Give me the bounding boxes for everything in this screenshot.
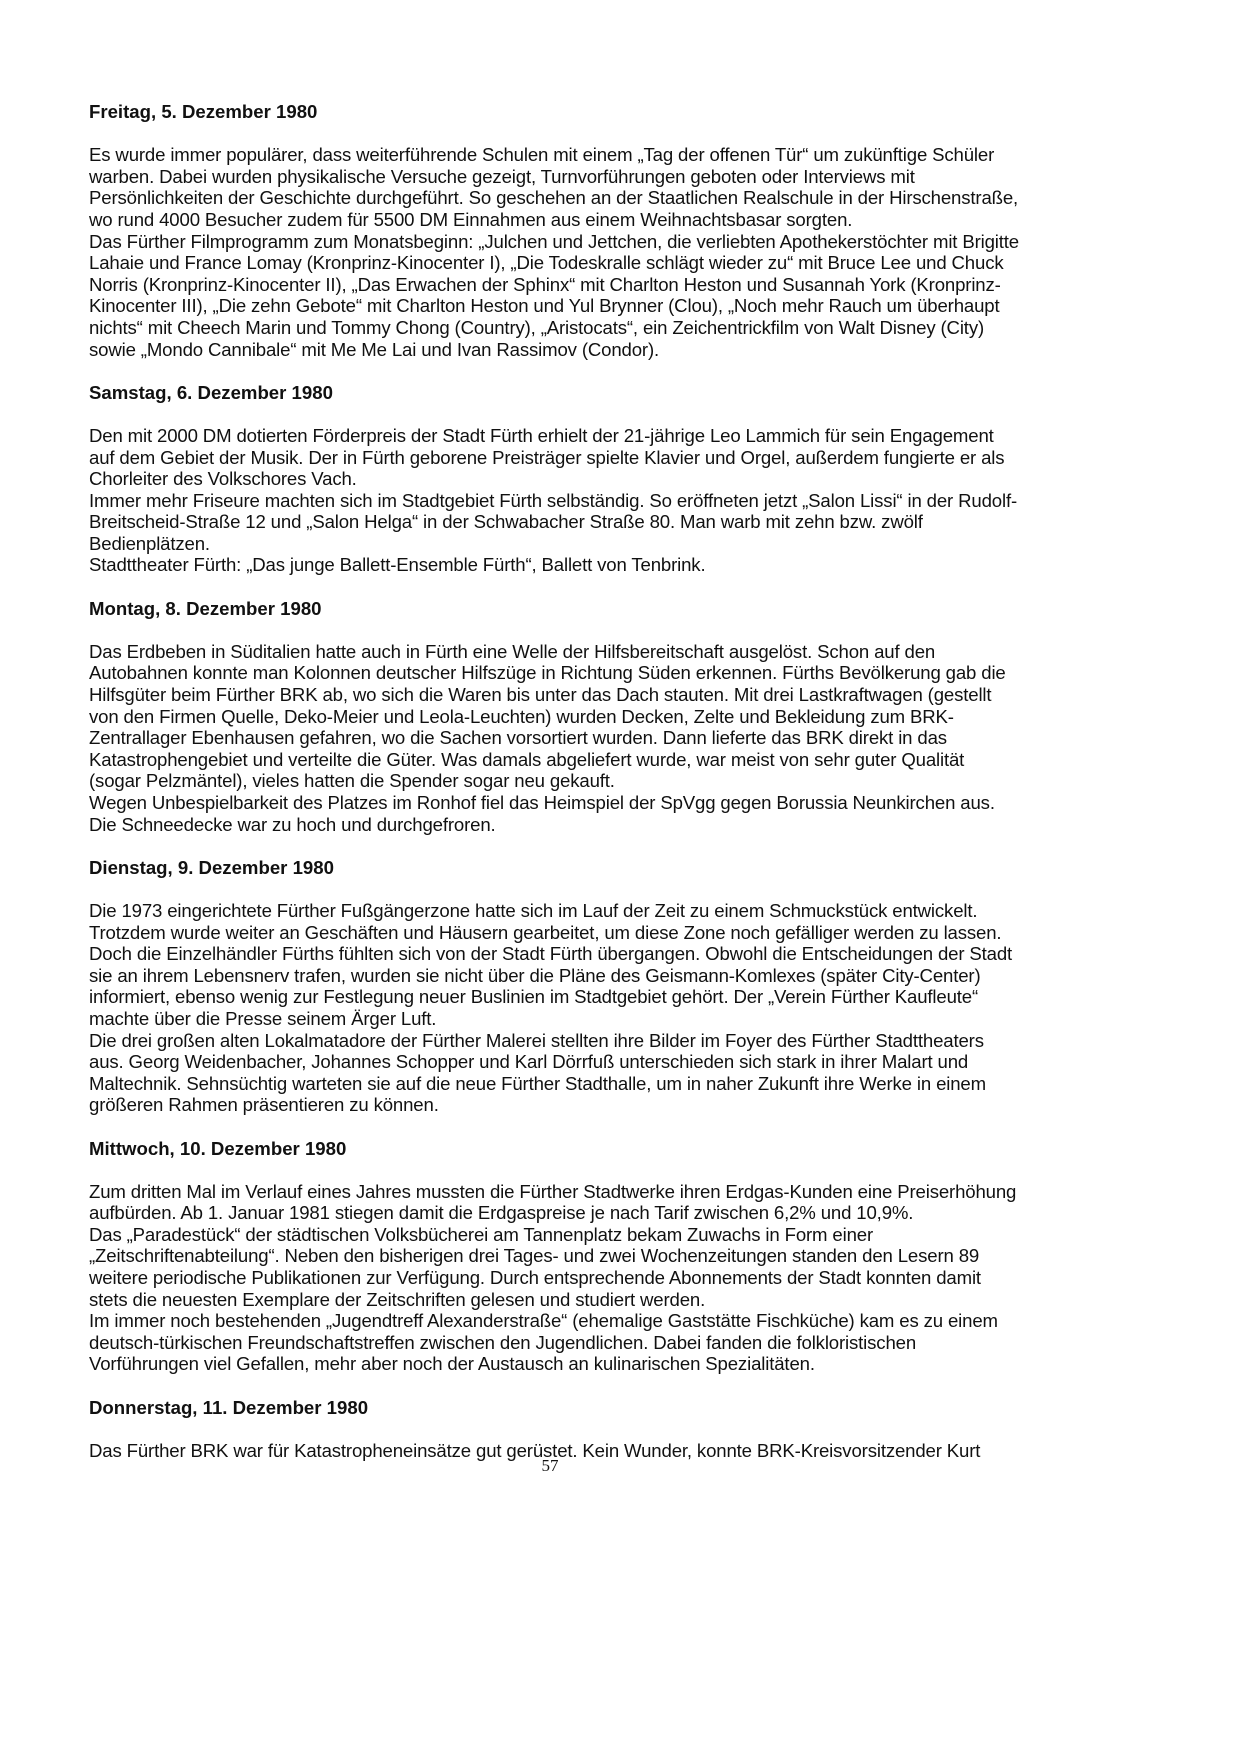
entry-text <box>89 1181 1169 1375</box>
text-line: Breitscheid-Straße 12 und „Salon Helga“ in der Schwabacher Straße 80. Man warb mit zehn bzw. zwölf <box>89 511 923 533</box>
text-line: Lahaie und France Lomay (Kronprinz-Kinocenter I), „Die Todeskralle schlägt wieder zu“ mit Bruce Lee und Chuck <box>89 252 1004 274</box>
text-line: Maltechnik. Sehnsüchtig warteten sie auf die neue Fürther Stadthalle, um in naher Zukunft ihre Werke in einem <box>89 1072 986 1094</box>
text-line: Norris (Kronprinz-Kinocenter II), „Das Erwachen der Sphinx“ mit Charlton Heston und Susannah York (Kronprinz- <box>89 273 1001 295</box>
text-line: warben. Dabei wurden physikalische Versuche gezeigt, Turnvorführungen geboten oder Interviews mit <box>89 165 915 187</box>
entry-text <box>89 900 1169 1116</box>
text-line: Stadttheater Fürth: „Das junge Ballett-Ensemble Fürth“, Ballett von Tenbrink. <box>89 554 706 576</box>
entry-text <box>89 144 1169 360</box>
text-line: Zum dritten Mal im Verlauf eines Jahres mussten die Fürther Stadtwerke ihren Erdgas-Kunden eine Preiserhöhung <box>89 1180 1017 1202</box>
diary-entry <box>89 382 1169 576</box>
text-line: Trotzdem wurde weiter an Geschäften und Häusern gearbeitet, um diese Zone noch gefälliger werden zu lassen. <box>89 921 1002 943</box>
entry-text <box>89 641 1169 835</box>
text-line: Kinocenter III), „Die zehn Gebote“ mit Charlton Heston und Yul Brynner (Clou), „Noch mehr Rauch um überhaupt <box>89 295 1000 317</box>
entry-text <box>89 425 1169 576</box>
entry-date-heading: Freitag, 5. Dezember 1980 <box>89 101 318 122</box>
text-line: aus. Georg Weidenbacher, Johannes Schopper und Karl Dörrfuß unterschieden sich stark in ihrer Malart und <box>89 1051 969 1073</box>
text-line: Immer mehr Friseure machten sich im Stadtgebiet Fürth selbständig. So eröffneten jetzt „Salon Lissi“ in der Rudolf- <box>89 489 1018 511</box>
text-line: Vorführungen viel Gefallen, mehr aber noch der Austausch an kulinarischen Spezialitäten. <box>89 1353 815 1375</box>
diary-entry <box>89 101 1169 360</box>
entry-date-heading: Samstag, 6. Dezember 1980 <box>89 381 333 403</box>
text-line: Wegen Unbespielbarkeit des Platzes im Ronhof fiel das Heimspiel der SpVgg gegen Borussia Neunkirchen aus. <box>89 792 995 813</box>
text-line: informiert, ebenso wenig zur Festlegung neuer Buslinien im Stadtgebiet gehört. Der „Verein Fürther Kaufleute“ <box>89 986 979 1008</box>
text-line: Doch die Einzelhändler Fürths fühlten sich von der Stadt Fürth übergangen. Obwohl die Entscheidungen der Stadt <box>89 943 1013 965</box>
page-number: 57 <box>541 1456 559 1475</box>
text-line: deutsch-türkischen Freundschaftstreffen zwischen den Jugendlichen. Dabei fanden die folkloristischen <box>89 1331 917 1353</box>
text-line: sowie „Mondo Cannibale“ mit Me Me Lai und Ivan Rassimov (Condor). <box>89 338 659 360</box>
text-line: aufbürden. Ab 1. Januar 1981 stiegen damit die Erdgaspreise je nach Tarif zwischen 6,2% und 10,9%. <box>89 1202 914 1224</box>
text-line: Die Schneedecke war zu hoch und durchgefroren. <box>89 813 496 835</box>
text-line: Das Fürther Filmprogramm zum Monatsbeginn: „Julchen und Jettchen, die verliebten Apothekerstöchter mit Brigitte <box>89 230 1019 252</box>
text-line: „Zeitschriftenabteilung“. Neben den bisherigen drei Tages- und zwei Wochenzeitungen standen den Lesern 89 <box>89 1245 980 1267</box>
text-line: Das „Paradestück“ der städtischen Volksbücherei am Tannenplatz bekam Zuwachs in Form einer <box>89 1223 874 1245</box>
text-line: Autobahnen konnte man Kolonnen deutscher Hilfszüge in Richtung Süden erkennen. Fürths Bevölkerung gab die <box>89 662 1006 684</box>
text-line: von den Firmen Quelle, Deko-Meier und Leola-Leuchten) wurden Decken, Zelte und Bekleidung zum BRK- <box>89 705 954 727</box>
text-line: Den mit 2000 DM dotierten Förderpreis der Stadt Fürth erhielt der 21-jährige Leo Lammich für sein Engagement <box>89 424 994 446</box>
text-line: größeren Rahmen präsentieren zu können. <box>89 1094 439 1116</box>
text-line: Katastrophengebiet und verteilte die Güter. Was damals abgeliefert wurde, war meist von sehr guter Qualität <box>89 748 965 770</box>
text-line: Das Erdbeben in Süditalien hatte auch in Fürth eine Welle der Hilfsbereitschaft ausgelöst. Schon auf den <box>89 640 936 662</box>
entry-date-heading: Dienstag, 9. Dezember 1980 <box>89 856 334 878</box>
text-line: Es wurde immer populärer, dass weiterführende Schulen mit einem „Tag der offenen Tür“ um zukünftige Schüler <box>89 144 995 166</box>
text-line: stets die neuesten Exemplare der Zeitschriften gelesen und studiert werden. <box>89 1288 706 1310</box>
text-line: Persönlichkeiten der Geschichte durchgeführt. So geschehen an der Staatlichen Realschule in der Hirschenstraße, <box>89 187 1019 209</box>
text-line: Hilfsgüter beim Fürther BRK ab, wo sich die Waren bis unter das Dach stauten. Mit drei Lastkraftwagen (gestellt <box>89 684 992 706</box>
text-line: Chorleiter des Volkschores Vach. <box>89 468 357 490</box>
text-line: Im immer noch bestehenden „Jugendtreff Alexanderstraße“ (ehemalige Gaststätte Fischküche) kam es zu einem <box>89 1310 998 1332</box>
text-line: Zentrallager Ebenhausen gefahren, wo die Sachen vorsortiert wurden. Dann lieferte das BRK direkt in das <box>89 727 947 749</box>
text-line: weitere periodische Publikationen zur Verfügung. Durch entsprechende Abonnements der Stadt konnten damit <box>89 1267 981 1289</box>
diary-entry <box>89 1138 1169 1376</box>
text-line: Die drei großen alten Lokalmatadore der Fürther Malerei stellten ihre Bilder im Foyer des Fürther Stadttheaters <box>89 1029 984 1051</box>
text-line: wo rund 4000 Besucher zudem für 5500 DM Einnahmen aus einem Weihnachtsbasar sorgten. <box>89 208 853 230</box>
text-line: Die 1973 eingerichtete Fürther Fußgängerzone hatte sich im Lauf der Zeit zu einem Schmuckstück entwickelt. <box>89 899 978 921</box>
text-line: auf dem Gebiet der Musik. Der in Fürth geborene Preisträger spielte Klavier und Orgel, außerdem fungierte er als <box>89 446 1005 468</box>
diary-entry <box>89 1397 1169 1462</box>
text-line: Das Fürther BRK war für Katastropheneinsätze gut gerüstet. Kein Wunder, konnte BRK-Kreisvorsitzender Kurt <box>89 1439 981 1461</box>
diary-entry <box>89 598 1169 836</box>
text-line: machte über die Presse seinem Ärger Luft. <box>89 1007 437 1029</box>
entry-date-heading: Donnerstag, 11. Dezember 1980 <box>89 1396 369 1418</box>
document-body <box>89 101 1169 1483</box>
entry-date-heading: Montag, 8. Dezember 1980 <box>89 597 322 619</box>
text-line: sie an ihrem Lebensnerv trafen, wurden sie nicht über die Pläne des Geismann-Komlexes (später City-Center) <box>89 964 981 986</box>
entry-date-heading: Mittwoch, 10. Dezember 1980 <box>89 1137 347 1159</box>
text-line: nichts“ mit Cheech Marin und Tommy Chong (Country), „Aristocats“, ein Zeichentrickfilm von Walt Disney (City) <box>89 316 985 338</box>
text-line: (sogar Pelzmäntel), vieles hatten die Spender sogar neu gekauft. <box>89 770 615 792</box>
text-line: Bedienplätzen. <box>89 532 210 554</box>
diary-entry <box>89 857 1169 1116</box>
